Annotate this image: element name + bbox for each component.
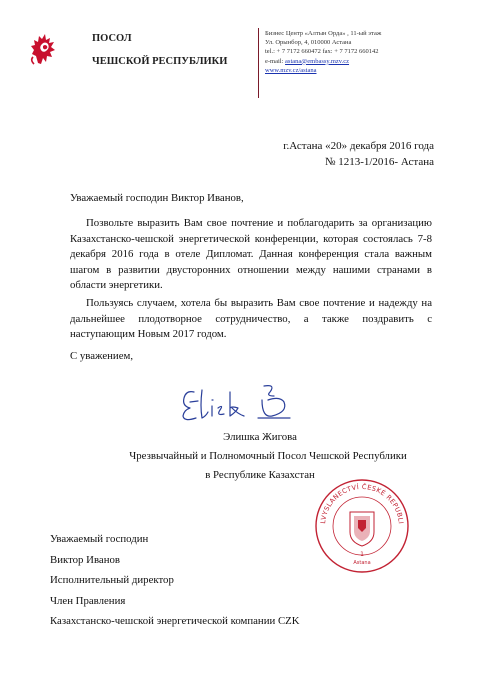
ambassador-title-line2: ЧЕШСКОЙ РЕСПУБЛИКИ — [92, 56, 228, 67]
contact-email-line — [265, 57, 381, 66]
letter-date: г.Астана «20» декабря 2016 года — [283, 140, 434, 152]
header-divider — [258, 28, 259, 98]
addressee-greeting: Уважаемый господин — [50, 533, 149, 545]
seal-city: Astana — [353, 560, 371, 566]
addressee-name: Виктор Иванов — [50, 553, 120, 566]
seal-number: 1 — [360, 551, 364, 558]
embassy-seal-icon — [312, 476, 412, 576]
signer-name: Элишка Жигова — [223, 431, 297, 443]
ambassador-title-line1: ПОСОЛ — [92, 33, 132, 44]
addressee-block — [50, 529, 300, 632]
signer-title: Чрезвычайный и Полномочный Посол Чешской Республики — [129, 450, 407, 462]
czech-lion-emblem-icon — [28, 30, 60, 68]
handwritten-signature-icon — [172, 378, 302, 426]
addressee-board-role: Член Правления — [50, 594, 126, 607]
letter-salutation: Уважаемый господин Виктор Иванов, — [70, 192, 244, 204]
seal-inscription: LVYSLANECTVÍ ČESKÉ REPUBLI — [319, 482, 405, 525]
letter-closing: С уважением, — [70, 350, 134, 362]
letter-paragraph-2: Пользуясь случаем, хотела бы выразить Вам свое почтение и надежду на дальнейшее плодотворное сотрудничество, а также поздравить с наступающим Новым 2017 годом. — [70, 297, 432, 341]
contact-website-link[interactable]: www.mzv.cz/astana — [265, 66, 317, 74]
contact-email-link[interactable]: astana@embassy.mzv.cz — [285, 57, 350, 65]
addressee-position: Исполнительный директор — [50, 574, 174, 586]
embassy-contact-block — [265, 29, 381, 75]
contact-phone-fax: tel.: + 7 7172 660472 fax: + 7 7172 660142 — [265, 48, 379, 56]
contact-address-line2: Ул. Орынбор, 4, 010000 Астана — [265, 39, 352, 47]
signer-country: в Республике Казахстан — [205, 469, 315, 481]
ambassador-title — [92, 31, 227, 69]
contact-address-line1: Бизнес Центр «Алтын Орда» , 11-ый этаж — [265, 30, 382, 37]
letter-paragraph-1: Позвольте выразить Вам свое почтение и поблагодарить за организацию Казахстанско-чешской энергетической конференции, которая состоялась 7-8 декабря 2016 года в отеле Дипломат. Данная конференция стала важным шагом в развитии двусторонних отношении между нашими странами в области энергетики. — [70, 217, 432, 292]
signer-block — [0, 428, 500, 485]
contact-email-label: e-mail: — [265, 57, 286, 65]
addressee-company: Казахстанско-чешской энергетической компании CZK — [50, 615, 300, 627]
letter-reference-number: № 1213-1/2016- Астана — [324, 156, 434, 168]
